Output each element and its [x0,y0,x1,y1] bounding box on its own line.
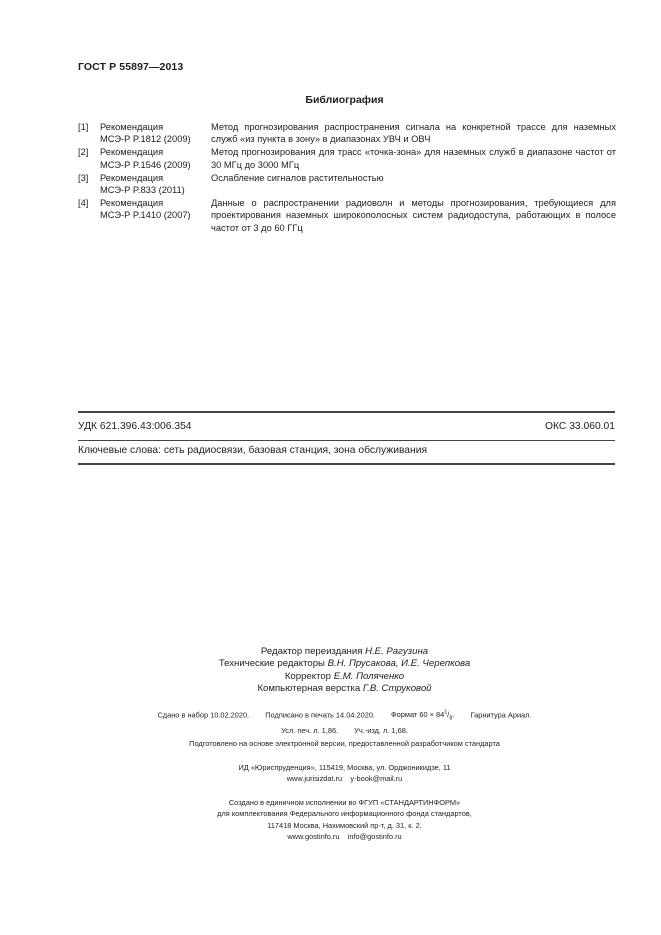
bibliography-item-number: [1] [78,122,89,132]
divider-top [78,411,615,413]
producer-line-1: Создано в единичном исполнении во ФГУП «СТАНДАРТИНФОРМ» [228,798,461,807]
credit-label: Компьютерная верстка [257,682,361,694]
divider-middle [78,440,615,441]
credit-tech-editors [28,658,661,670]
bibliography-item [78,146,616,170]
bibliography-item-description: Метод прогнозирования распространения сигнала на конкретной трассе для наземных служб «из пункта в зону» в диапазонах УВЧ и ОВЧ [211,122,616,145]
publisher-info [0,762,661,785]
reference-code: МСЭ-Р P.1812 (2009) [100,134,191,145]
oks-code: ОКС 33.060.01 [545,421,615,432]
udk-code: УДК 621.396.43:006.354 [78,421,192,432]
reference-type: Рекомендация [100,122,164,132]
publication-sheets: Уч.-изд. л. 1,68. [354,726,408,736]
bibliography-item [78,121,616,145]
producer-email-link[interactable]: info@gostinfo.ru [347,831,402,841]
keywords: Ключевые слова: сеть радиосвязи, базовая станция, зона обслуживания [78,445,428,456]
credit-label: Корректор [284,670,332,682]
bibliography-item-description: Ослабление сигналов растительностью [211,172,384,183]
reference-code: МСЭ-Р P.833 (2011) [100,185,185,196]
reference-type: Рекомендация [100,172,164,183]
producer-contacts [28,831,661,842]
credit-editor [28,646,661,658]
print-details-line-2 [28,725,661,736]
bibliography-item-number: [4] [78,198,89,209]
paper-format: Формат $60 \times 84^1/_8$. [391,710,455,722]
publisher-contacts [28,773,661,784]
bibliography-item [78,197,616,234]
submitted-date: Сдано в набор 10.02.2020. [157,710,250,720]
credits-block [0,646,661,695]
bibliography-item-number: [3] [78,172,89,183]
standard-number: ГОСТ Р 55897—2013 [78,61,184,73]
print-details [0,708,661,737]
bibliography-item [78,172,616,196]
typeface: Гарнитура Ариал. [470,710,532,720]
publisher-site-link[interactable]: www.jurisizdat.ru [286,774,343,784]
bibliography-list [78,121,616,235]
bibliography-item-reference [100,146,211,170]
producer-info [0,797,661,842]
bibliography-item-reference [100,172,211,196]
credit-label: Технические редакторы [218,658,325,670]
bibliography-item-number: [2] [78,147,89,158]
bibliography-item-description: Метод прогнозирования для трасс «точка-зона» для наземных служб в диапазоне частот от 30 МГц до 3000 МГц [211,147,616,170]
bibliography-item-reference [100,197,211,234]
producer-line-3: 117418 Москва, Нахимовский пр-т, д. 31, к. 2. [267,820,422,830]
credit-name: Г.В. Струковой [362,682,432,694]
print-sheets: Усл. печ. л. 1,86. [281,726,339,736]
reference-type: Рекомендация [100,198,164,209]
reference-type: Рекомендация [100,147,164,158]
credit-corrector [28,671,661,683]
bibliography-title: Библиография [305,94,384,106]
credit-layout [28,683,661,695]
divider-bottom [78,463,615,465]
credit-name: Н.Е. Рагузина [365,646,429,657]
reference-code: МСЭ-Р P.1546 (2009) [100,159,191,170]
bibliography-item-description: Данные о распространении радиоволн и методы прогнозирования, требующиеся для проектирования наземных широкополосных систем радиодоступа, работающих в полосе частот от 3 до 60 ГГц [211,198,616,233]
producer-line-2: для комплектования Федерального информационного фонда стандартов, [217,809,472,819]
publisher-address: ИД «Юриспруденция», 115419, Москва, ул. Орджоникидзе, 11 [238,763,451,772]
reference-code: МСЭ-Р P.1410 (2007) [100,210,191,221]
bibliography-item-reference [100,121,211,145]
credit-name: В.Н. Прусакова, И.Е. Черепкова [327,658,471,670]
print-details-line-1 [28,708,661,725]
publisher-email-link[interactable]: y-book@mail.ru [350,774,403,784]
signed-date: Подписано в печать 14.04.2020. [265,710,375,720]
credit-label: Редактор переиздания [260,646,363,657]
credit-name: Е.М. Поляченко [333,670,405,682]
prepared-note: Подготовлено на основе электронной версии, предоставленной разработчиком стандарта [189,739,500,748]
producer-site-link[interactable]: www.gostinfo.ru [287,831,340,841]
